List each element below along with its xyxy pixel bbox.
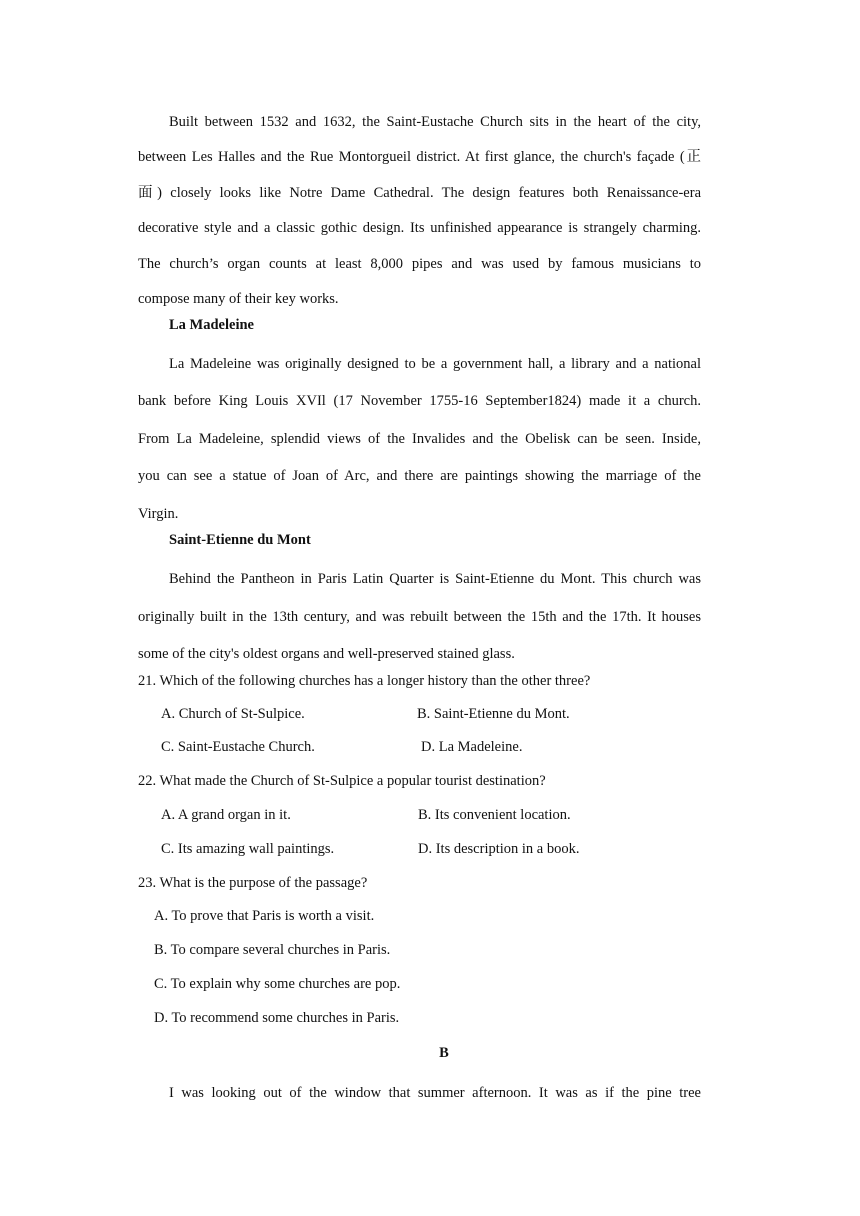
paragraph-line: Virgin. [138, 506, 179, 522]
section-heading: Saint-Etienne du Mont [169, 532, 311, 548]
paragraph-line: La Madeleine was originally designed to be a government hall, a library and a national [169, 356, 701, 372]
answer-option: C. Saint-Eustache Church. [161, 739, 315, 755]
paragraph-line: I was looking out of the window that summer afternoon. It was as if the pine tree [169, 1085, 701, 1101]
paragraph-line: bank before King Louis XVIl (17 November 1755-16 September1824) made it a church. [138, 393, 701, 409]
paragraph-line: compose many of their key works. [138, 291, 339, 307]
section-label: B [439, 1045, 449, 1061]
paragraph-line: The church’s organ counts at least 8,000 pipes and was used by famous musicians to [138, 256, 701, 272]
section-heading: La Madeleine [169, 317, 254, 333]
answer-option: C. To explain why some churches are pop. [154, 976, 401, 992]
paragraph-line: decorative style and a classic gothic design. Its unfinished appearance is strangely charming. [138, 220, 701, 236]
answer-option: B. To compare several churches in Paris. [154, 942, 391, 958]
answer-option: B. Saint-Etienne du Mont. [417, 706, 570, 722]
paragraph-line: you can see a statue of Joan of Arc, and there are paintings showing the marriage of the [138, 468, 701, 484]
paragraph-line: Built between 1532 and 1632, the Saint-Eustache Church sits in the heart of the city, [169, 114, 701, 130]
paragraph-line: From La Madeleine, splendid views of the Invalides and the Obelisk can be seen. Inside, [138, 431, 701, 447]
paragraph-line: between Les Halles and the Rue Montorgueil district. At first glance, the church's façade (正 [138, 149, 701, 165]
answer-option: A. Church of St-Sulpice. [161, 706, 305, 722]
answer-option: B. Its convenient location. [418, 807, 571, 823]
paragraph-line: 面) closely looks like Notre Dame Cathedral. The design features both Renaissance-era [138, 185, 701, 201]
answer-option: D. La Madeleine. [421, 739, 523, 755]
answer-option: C. Its amazing wall paintings. [161, 841, 335, 857]
answer-option: A. A grand organ in it. [161, 807, 291, 823]
question-stem: 23. What is the purpose of the passage? [138, 875, 368, 891]
question-stem: 22. What made the Church of St-Sulpice a popular tourist destination? [138, 773, 546, 789]
answer-option: D. Its description in a book. [418, 841, 580, 857]
question-stem: 21. Which of the following churches has a longer history than the other three? [138, 673, 591, 689]
paragraph-line: Behind the Pantheon in Paris Latin Quarter is Saint-Etienne du Mont. This church was [169, 571, 701, 587]
paragraph-line: originally built in the 13th century, and was rebuilt between the 15th and the 17th. It houses [138, 609, 701, 625]
paragraph-line: some of the city's oldest organs and well-preserved stained glass. [138, 646, 515, 662]
answer-option: A. To prove that Paris is worth a visit. [154, 908, 375, 924]
answer-option: D. To recommend some churches in Paris. [154, 1010, 400, 1026]
